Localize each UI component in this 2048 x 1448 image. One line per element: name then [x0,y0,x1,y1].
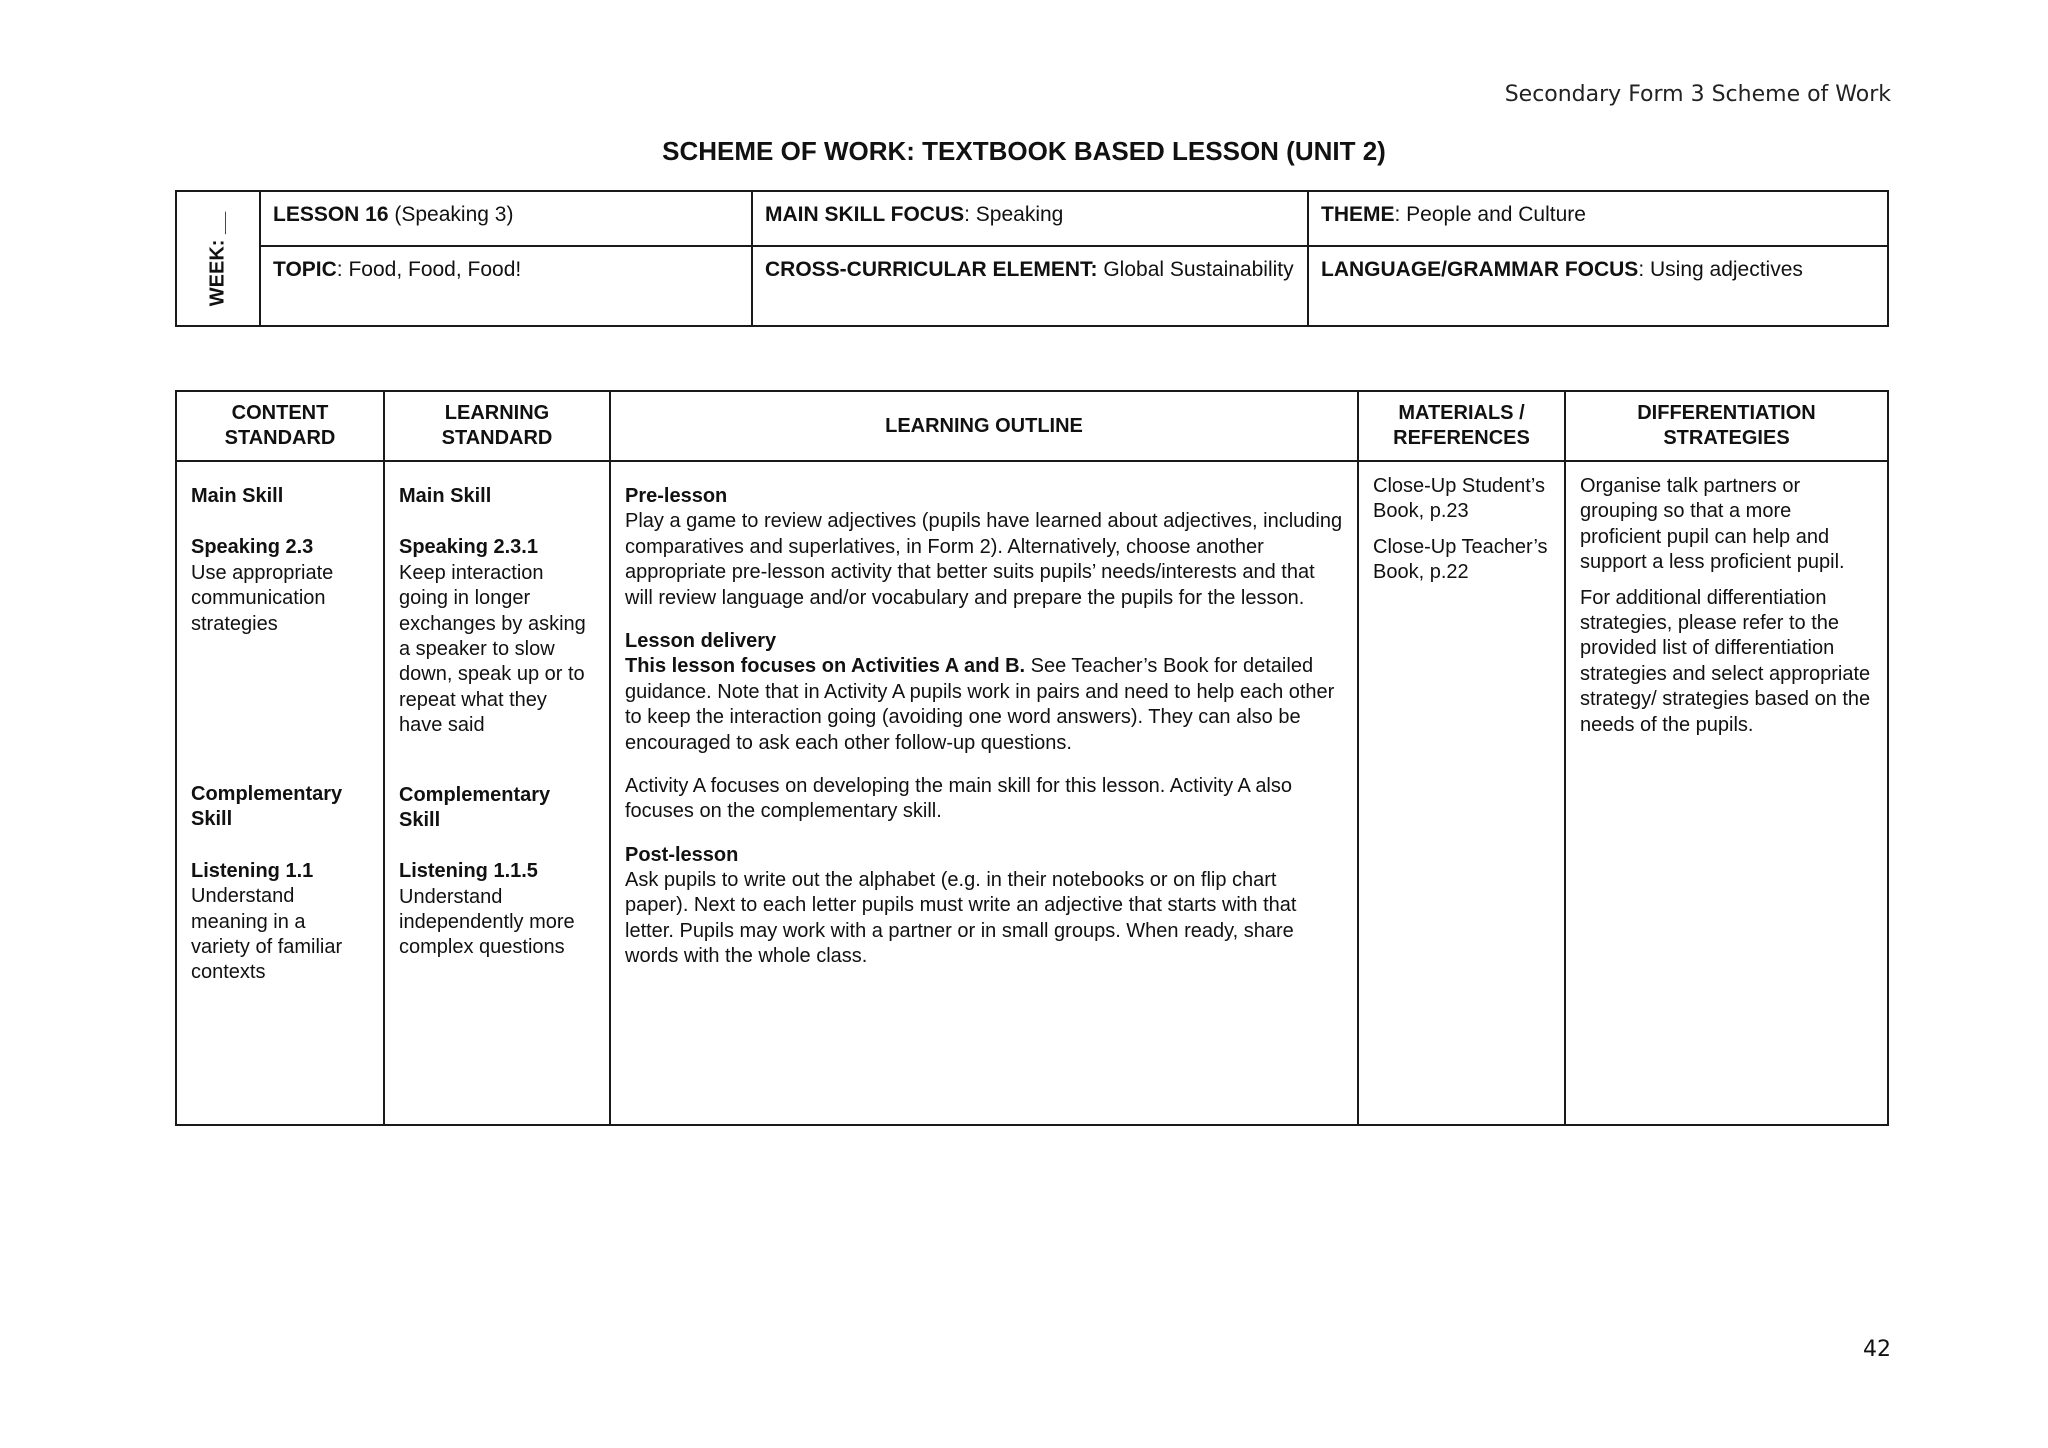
learning-comp-heading: Complementary Skill [399,783,551,831]
pre-lesson-heading: Pre-lesson [625,485,728,507]
lesson-delivery-heading: Lesson delivery [625,629,777,652]
lesson-delivery-focus: This lesson focuses on Activities A and B. [625,655,1026,678]
column-header-materials: MATERIALS / REFERENCES [1358,391,1565,461]
page-number: 42 [1863,1337,1891,1362]
learning-outline-table [175,390,1889,1126]
main-skill-focus-cell [752,191,1308,246]
document-title: SCHEME OF WORK: TEXTBOOK BASED LESSON (UNIT 2) [662,136,1386,166]
learning-standard-cell [384,461,610,1125]
content-main-code: Speaking 2.3 [191,536,314,559]
lesson-delivery-text: See Teacher’s Book for detailed guidance. Note that in Activity A pupils work in pairs and need to help each other to keep the interaction going (avoiding one word answers). They can also be encouraged to ask each other follow-up questions. [625,655,1335,754]
post-lesson-text: Ask pupils to write out the alphabet (e.g. in their notebooks or on flip chart paper). Next to each letter pupils must write an adjective that starts with that letter. Pupils may work with a partner or in small groups. When ready, share words with the whole class. [625,869,1297,968]
theme-label: THEME [1321,203,1395,226]
content-comp-text: Understand meaning in a variety of familiar contexts [191,885,343,984]
lesson-cell [260,191,752,246]
cross-curricular-cell [752,246,1308,326]
content-main-text: Use appropriate communication strategies [191,561,334,635]
language-focus-value: : Using adjectives [1638,258,1803,281]
post-lesson-heading: Post-lesson [625,843,739,866]
pre-lesson-text: Play a game to review adjectives (pupils have learned about adjectives, including comparatives and superlatives, in Form 2). Alternatively, choose another appropriate pre-lesson activity that better suits pupils’ needs/interests and that will review language and/or vocabulary and prepare the pupils for the lesson. [625,510,1343,609]
learning-main-code: Speaking 2.3.1 [399,536,538,559]
material-reference-1: Close-Up Student’s Book, p.23 [1373,475,1545,523]
differentiation-text-2: For additional differentiation strategies, please refer to the provided list of differentiation strategies and select appropriate strategy/ strategies based on the needs of the pupils. [1580,586,1871,736]
differentiation-cell [1565,461,1888,1125]
language-focus-cell [1308,246,1888,326]
theme-cell [1308,191,1888,246]
learning-main-text: Keep interaction going in longer exchanges by asking a speaker to slow down, speak up or to repeat what they have said [399,561,586,737]
lesson-info-table [175,190,1889,327]
materials-cell [1358,461,1565,1125]
learning-comp-text: Understand independently more complex questions [399,885,575,959]
topic-cell [260,246,752,326]
content-main-skill-heading: Main Skill [191,485,284,507]
content-comp-code: Listening 1.1 [191,859,314,882]
main-skill-focus-value: : Speaking [964,203,1064,226]
cross-curricular-label: CROSS-CURRICULAR ELEMENT: [765,258,1098,281]
column-header-learning-outline: LEARNING OUTLINE [610,391,1358,461]
content-comp-heading: Complementary Skill [191,782,343,831]
page-header: Secondary Form 3 Scheme of Work [1504,82,1891,107]
learning-outline-cell [610,461,1358,1125]
topic-label: TOPIC [273,258,337,281]
language-focus-label: LANGUAGE/GRAMMAR FOCUS [1321,258,1639,281]
week-label: WEEK: __ [206,211,229,306]
column-header-content-standard: CONTENT STANDARD [176,391,384,461]
lesson-delivery-paragraph [625,654,1343,756]
main-skill-focus-label: MAIN SKILL FOCUS [765,203,965,226]
theme-value: : People and Culture [1394,203,1586,226]
week-cell [176,191,260,326]
lesson-label: LESSON 16 [273,203,389,226]
lesson-value: (Speaking 3) [388,203,514,226]
learning-main-skill-heading: Main Skill [399,485,492,507]
cross-curricular-value: Global Sustainability [1097,258,1294,281]
column-header-learning-standard: LEARNING STANDARD [384,391,610,461]
topic-value: : Food, Food, Food! [336,258,522,281]
learning-comp-code: Listening 1.1.5 [399,860,538,883]
differentiation-text-1: Organise talk partners or grouping so that a more proficient pupil can help and support a less proficient pupil. [1580,475,1845,574]
lesson-delivery-text-2: Activity A focuses on developing the main skill for this lesson. Activity A also focuses on the complementary skill. [625,774,1293,823]
material-reference-2: Close-Up Teacher’s Book, p.22 [1373,535,1548,584]
column-header-differentiation: DIFFERENTIATION STRATEGIES [1565,391,1888,461]
content-standard-cell [176,461,384,1125]
